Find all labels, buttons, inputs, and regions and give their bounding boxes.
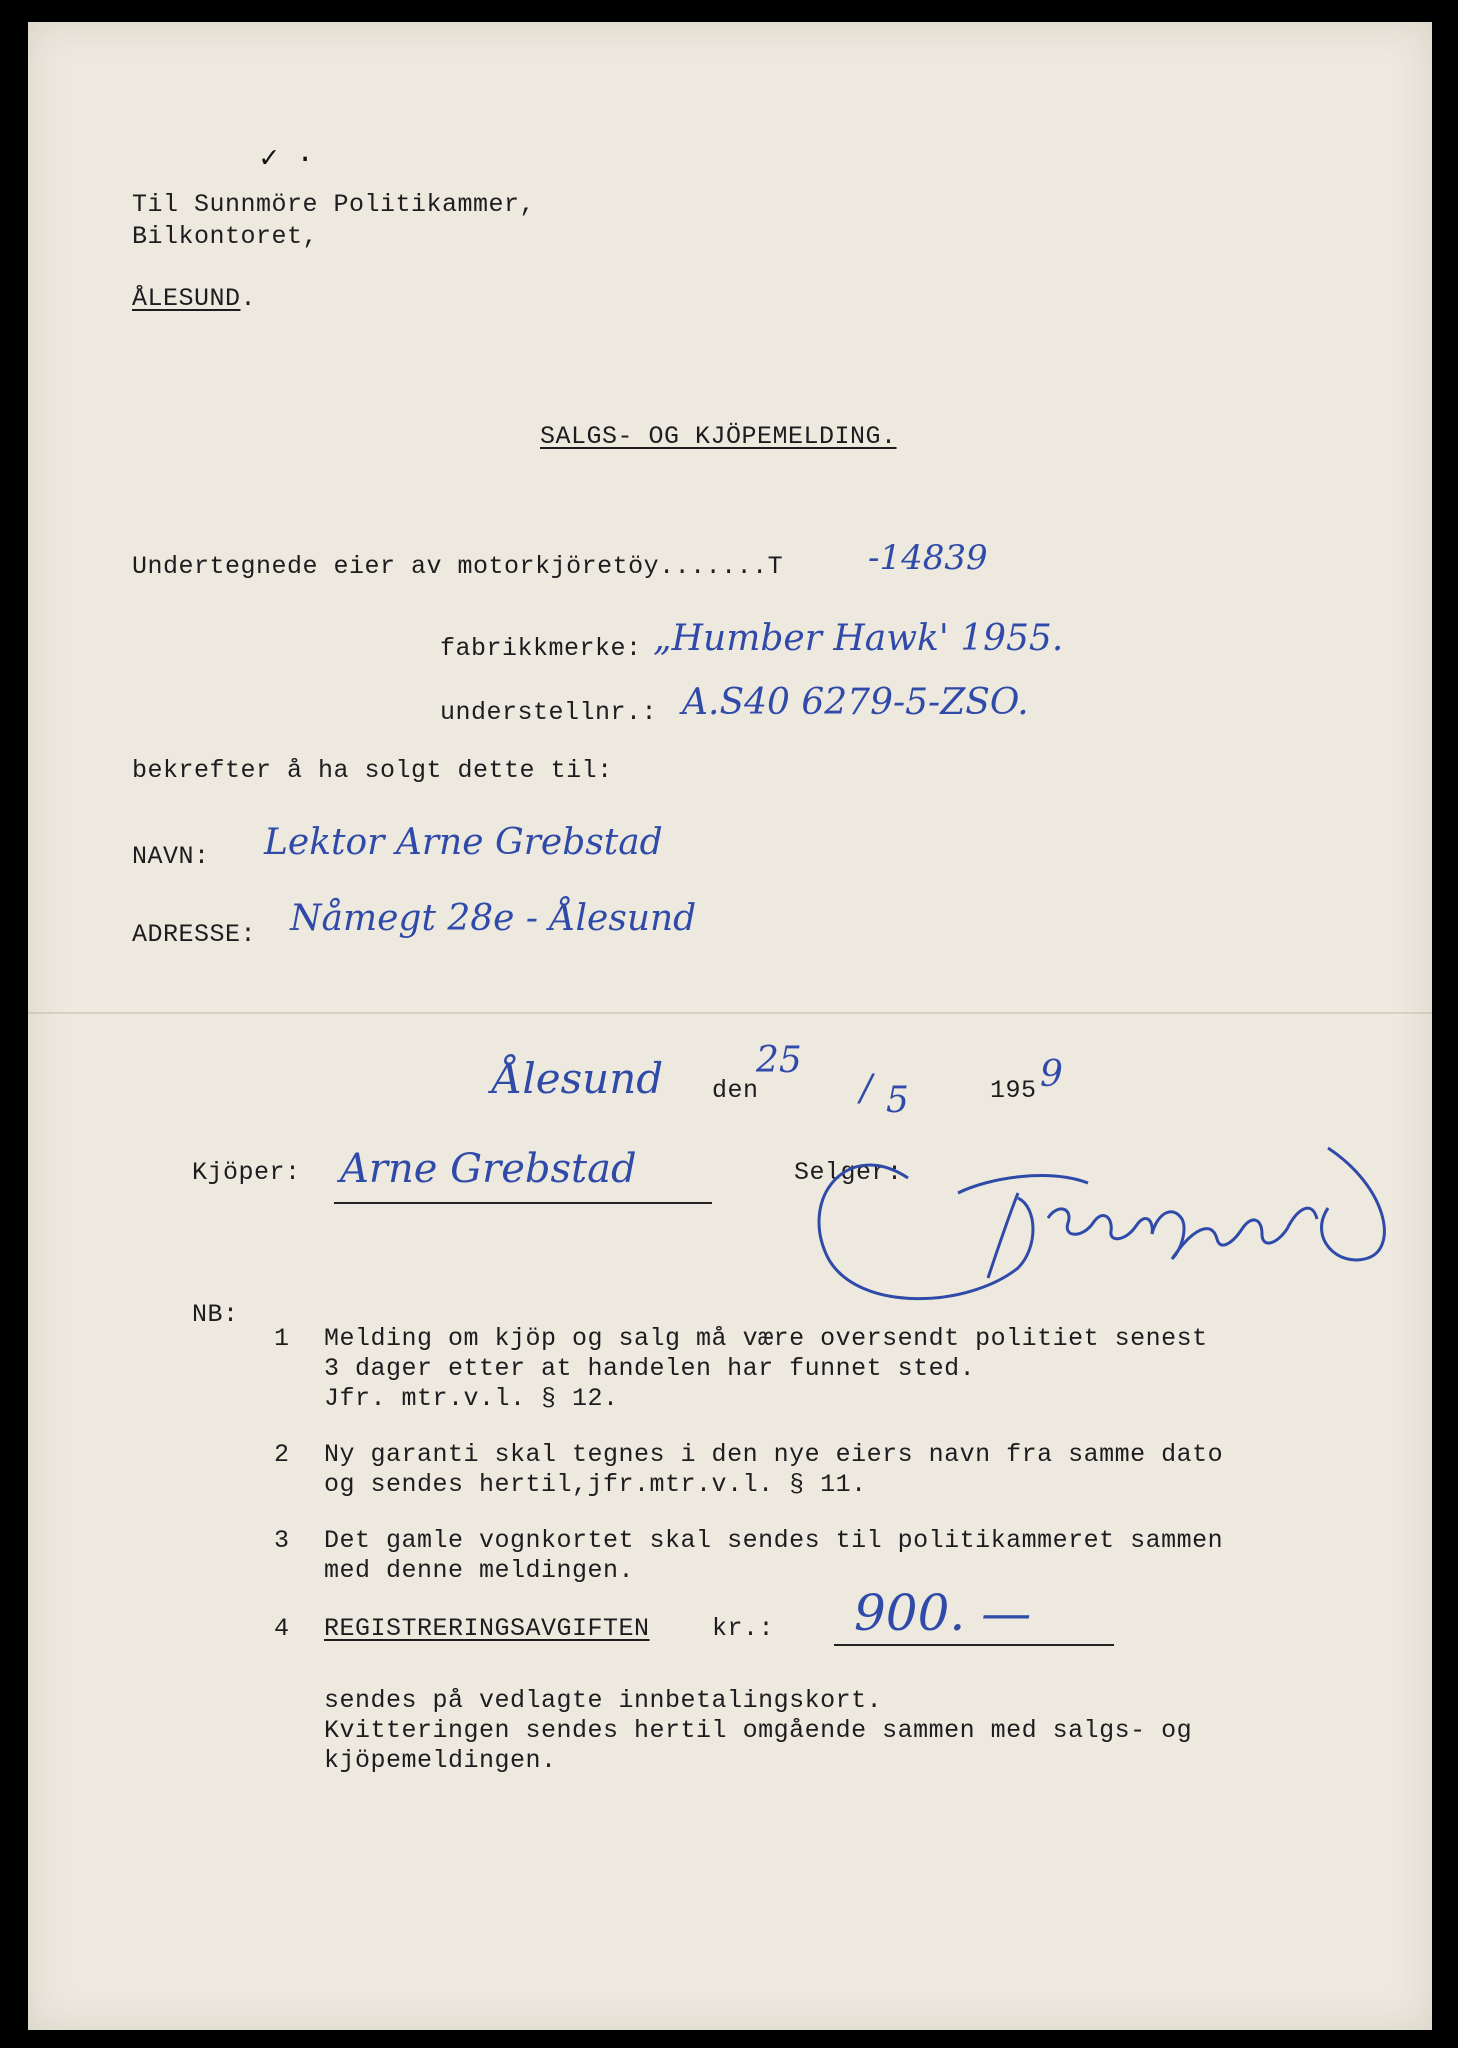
note-2-line1: Ny garanti skal tegnes i den nye eiers navn fra samme dato bbox=[324, 1440, 1224, 1469]
buyer-signature: Arne Grebstad bbox=[340, 1146, 637, 1192]
date-sep: / bbox=[860, 1068, 873, 1109]
chassis-value: A.S40 6279-5-ZSO. bbox=[682, 682, 1029, 723]
date-den-label: den bbox=[712, 1076, 759, 1105]
nb-label: NB: bbox=[192, 1300, 239, 1329]
footer-line3: kjöpemeldingen. bbox=[324, 1746, 557, 1775]
note-3-line1: Det gamle vognkortet skal sendes til politikammeret sammen bbox=[324, 1526, 1224, 1555]
note-1-line1: Melding om kjöp og salg må være oversendt politiet senest bbox=[324, 1324, 1208, 1353]
note-3-line2: med denne meldingen. bbox=[324, 1556, 635, 1585]
make-value: „Humber Hawk' 1955. bbox=[653, 618, 1064, 659]
note-1-number: 1 bbox=[274, 1324, 290, 1353]
owner-label: Undertegnede eier av motorkjöretöy.......T bbox=[132, 552, 784, 581]
recipient-city-suffix: . bbox=[240, 284, 257, 313]
note-2-line2: og sendes hertil,jfr.mtr.v.l. § 11. bbox=[324, 1470, 867, 1499]
note-3-number: 3 bbox=[274, 1526, 290, 1555]
date-day: 25 bbox=[756, 1040, 802, 1081]
fold-line bbox=[28, 1012, 1432, 1014]
document-page bbox=[28, 22, 1432, 2030]
recipient-city-name: ÅLESUND bbox=[132, 284, 241, 313]
buyer-sig-label: Kjöper: bbox=[192, 1158, 301, 1187]
seller-sig-label: Selger: bbox=[794, 1158, 903, 1187]
reg-number-value: -14839 bbox=[868, 538, 988, 578]
name-label: NAVN: bbox=[132, 842, 210, 871]
currency-label: kr.: bbox=[712, 1614, 775, 1643]
note-1-line3: Jfr. mtr.v.l. § 12. bbox=[324, 1384, 619, 1413]
document-title: SALGS- OG KJÖPEMELDING. bbox=[540, 422, 897, 451]
note-2-number: 2 bbox=[274, 1440, 290, 1469]
ink-mark: ✓ · bbox=[260, 143, 315, 177]
seller-signature bbox=[788, 1108, 1418, 1328]
address-label: ADRESSE: bbox=[132, 920, 257, 949]
name-value: Lektor Arne Grebstad bbox=[264, 822, 663, 863]
note-1-line2: 3 dager etter at handelen har funnet sted. bbox=[324, 1354, 976, 1383]
footer-line2: Kvitteringen sendes hertil omgående sammen med salgs- og bbox=[324, 1716, 1193, 1745]
date-month: 5 bbox=[886, 1080, 909, 1121]
date-year-prefix: 195 bbox=[990, 1076, 1037, 1105]
note-4-number: 4 bbox=[274, 1614, 290, 1643]
date-place: Ålesund bbox=[492, 1054, 664, 1103]
chassis-label: understellnr.: bbox=[440, 698, 658, 727]
buyer-signature-line bbox=[334, 1202, 712, 1204]
make-label: fabrikkmerke: bbox=[440, 634, 642, 663]
date-year-suffix: 9 bbox=[1040, 1054, 1063, 1095]
fee-amount-line bbox=[834, 1644, 1114, 1646]
recipient-line2: Bilkontoret, bbox=[132, 222, 319, 251]
confirm-text: bekrefter å ha solgt dette til: bbox=[132, 756, 613, 785]
footer-line1: sendes på vedlagte innbetalingskort. bbox=[324, 1686, 883, 1715]
recipient-city bbox=[132, 284, 256, 314]
recipient-line1: Til Sunnmöre Politikammer, bbox=[132, 190, 536, 219]
address-value: Nåmegt 28e - Ålesund bbox=[290, 898, 697, 939]
registration-fee-label: REGISTRERINGSAVGIFTEN bbox=[324, 1614, 650, 1643]
fee-amount: 900. — bbox=[854, 1584, 1032, 1642]
